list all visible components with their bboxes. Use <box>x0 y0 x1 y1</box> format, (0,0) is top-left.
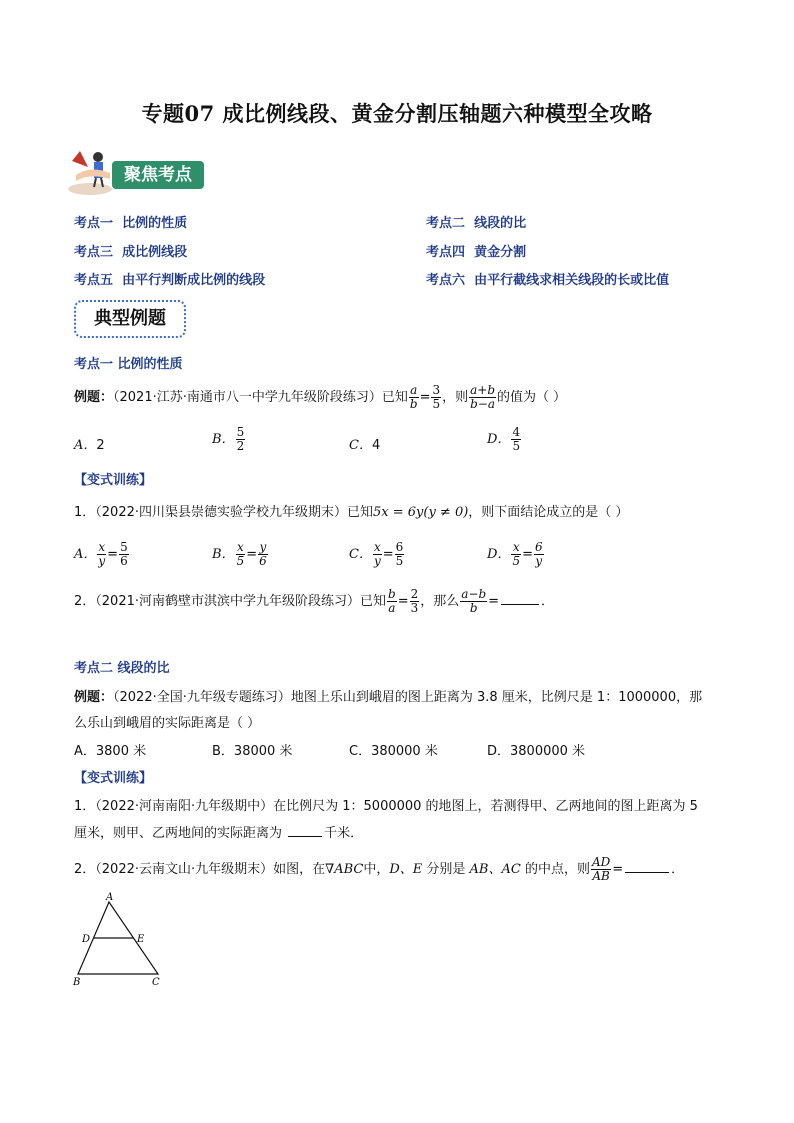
toc-item-1: 考点一 比例的性质 <box>74 216 188 231</box>
label-c: C <box>152 977 160 988</box>
s2-option-b: B．38000 米 <box>212 744 293 759</box>
s1-option-c: C．4 <box>349 438 381 453</box>
s1-option-b: B． $\frac{5}{2}$ <box>212 425 245 453</box>
s2-option-c: C．380000 米 <box>349 744 438 759</box>
s1-question-2: 2．（2021·河南鹤壁市淇滨中学九年级阶段练习）已知 $\frac{b}{a}$ = $\frac{2}{3}$ ，那么 $\frac{a-b}{b}$ = ． <box>74 587 555 615</box>
typical-examples-box: 典型例题 <box>74 300 186 338</box>
s2-option-d: D．3800000 米 <box>487 744 586 759</box>
s1-q1-option-b: B． $\frac{x}{5}$ = $\frac{y}{6}$ <box>212 540 267 568</box>
label-e: E <box>137 934 145 945</box>
label-d: D <box>82 934 91 945</box>
answer-blank <box>288 836 322 837</box>
s2-question-1-line-2: 厘米，则甲、乙两地间的实际距离为 千米． <box>74 826 364 841</box>
toc-item-4: 考点四 黄金分割 <box>426 245 527 260</box>
s1-variant-label: 【变式训练】 <box>74 473 153 488</box>
s1-q1-option-c: C． $\frac{x}{y}$ = $\frac{6}{5}$ <box>349 540 404 568</box>
s1-option-d: D． $\frac{4}{5}$ <box>487 425 521 453</box>
s2-example-line-1: 例题：（2022·全国·九年级专题练习）地图上乐山到峨眉的图上距离为 3.8 厘米，比例尺是 1：1000000，那 <box>74 690 703 705</box>
s1-option-a: A．2 <box>74 438 105 453</box>
answer-blank <box>501 604 539 605</box>
section-2-heading: 考点二 线段的比 <box>74 661 170 676</box>
page-title: 专题07 成比例线段、黄金分割压轴题六种模型全攻略 <box>141 101 653 126</box>
triangle-figure <box>68 890 168 990</box>
s1-q1-option-d: D． $\frac{x}{5}$ = $\frac{6}{y}$ <box>487 540 543 568</box>
s2-example-line-2: 么乐山到峨眉的实际距离是（ ） <box>74 716 261 731</box>
s2-variant-label: 【变式训练】 <box>74 771 153 786</box>
answer-blank <box>625 872 669 873</box>
toc-item-6: 考点六 由平行截线求相关线段的长或比值 <box>426 273 670 288</box>
label-a: A <box>106 892 114 903</box>
s2-question-2: 2．（2022·云南文山·九年级期末）如图，在∇ABC中，D、E 分别是 AB、AC 的中点，则 $\frac{AD}{AB}$ = ． <box>74 855 685 883</box>
badge-label: 聚焦考点 <box>112 161 204 189</box>
s2-option-a: A．3800 米 <box>74 744 147 759</box>
s1-example: 例题：（2021·江苏·南通市八一中学九年级阶段练习）已知 $\frac{a}{b}$ = $\frac{3}{5}$ ，则 $\frac{a+b}{b-a}$ 的值为（ ） <box>74 383 567 411</box>
s2-question-1-line-1: 1．（2022·河南南阳·九年级期中）在比例尺为 1：5000000 的地图上，若测得甲、乙两地间的图上距离为 5 <box>74 799 698 814</box>
toc-item-5: 考点五 由平行判断成比例的线段 <box>74 273 266 288</box>
toc-item-2: 考点二 线段的比 <box>426 216 527 231</box>
s1-question-1: 1．（2022·四川渠县崇德实验学校九年级期末）已知5x = 6y(y ≠ 0)，则下面结论成立的是（ ） <box>74 505 629 520</box>
label-b: B <box>73 977 81 988</box>
s1-q1-option-a: A． $\frac{x}{y}$ = $\frac{5}{6}$ <box>74 540 128 568</box>
focus-badge <box>66 145 206 195</box>
toc-item-3: 考点三 成比例线段 <box>74 245 188 260</box>
section-1-heading: 考点一 比例的性质 <box>74 357 183 372</box>
